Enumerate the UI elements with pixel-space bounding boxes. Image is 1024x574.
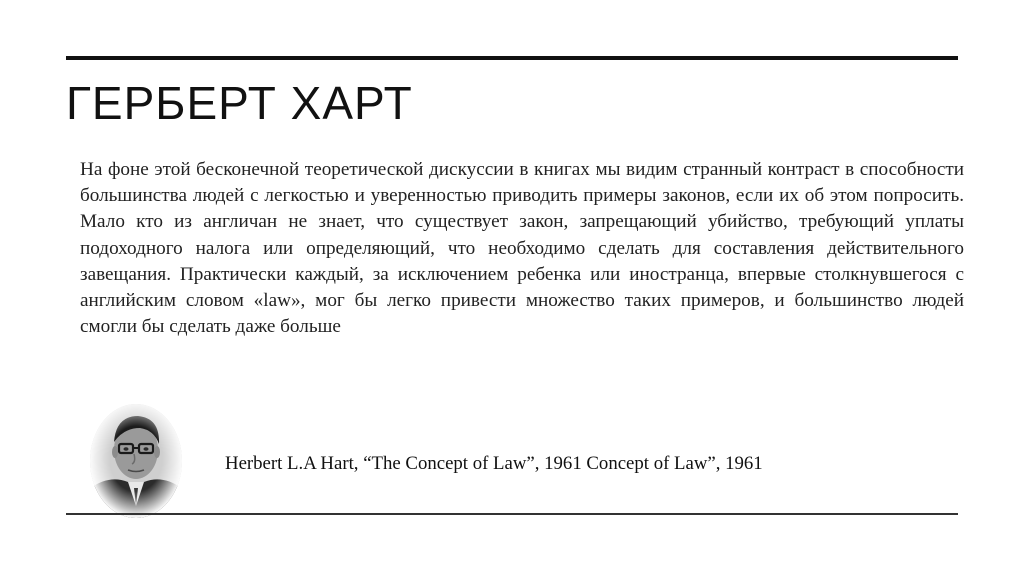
source-caption: Herbert L.A Hart, “The Concept of Law”, 1961 Concept of Law”, 1961 xyxy=(225,453,763,474)
top-divider xyxy=(66,56,958,60)
slide-title: ГЕРБЕРТ ХАРТ xyxy=(66,77,413,129)
bottom-divider xyxy=(66,513,958,515)
quote-paragraph: На фоне этой бесконечной теоретической дискуссии в книгах мы видим странный контраст в способности большинства людей с легкостью и уверенностью приводить примеры законов, если их об этом попросить. Мало кто из англичан не знает, что существует закон, запрещающий убийство, требующий уплаты подоходного налога или определяющий, что необходимо сделать для составления действительного завещания. Практически каждый, за исключением ребенка или иностранца, впервые столкнувшегося с английским словом «law», мог бы легко привести множество таких примеров, и большинство людей смогли бы сделать даже больше xyxy=(80,159,964,338)
portrait-photo xyxy=(88,402,184,520)
